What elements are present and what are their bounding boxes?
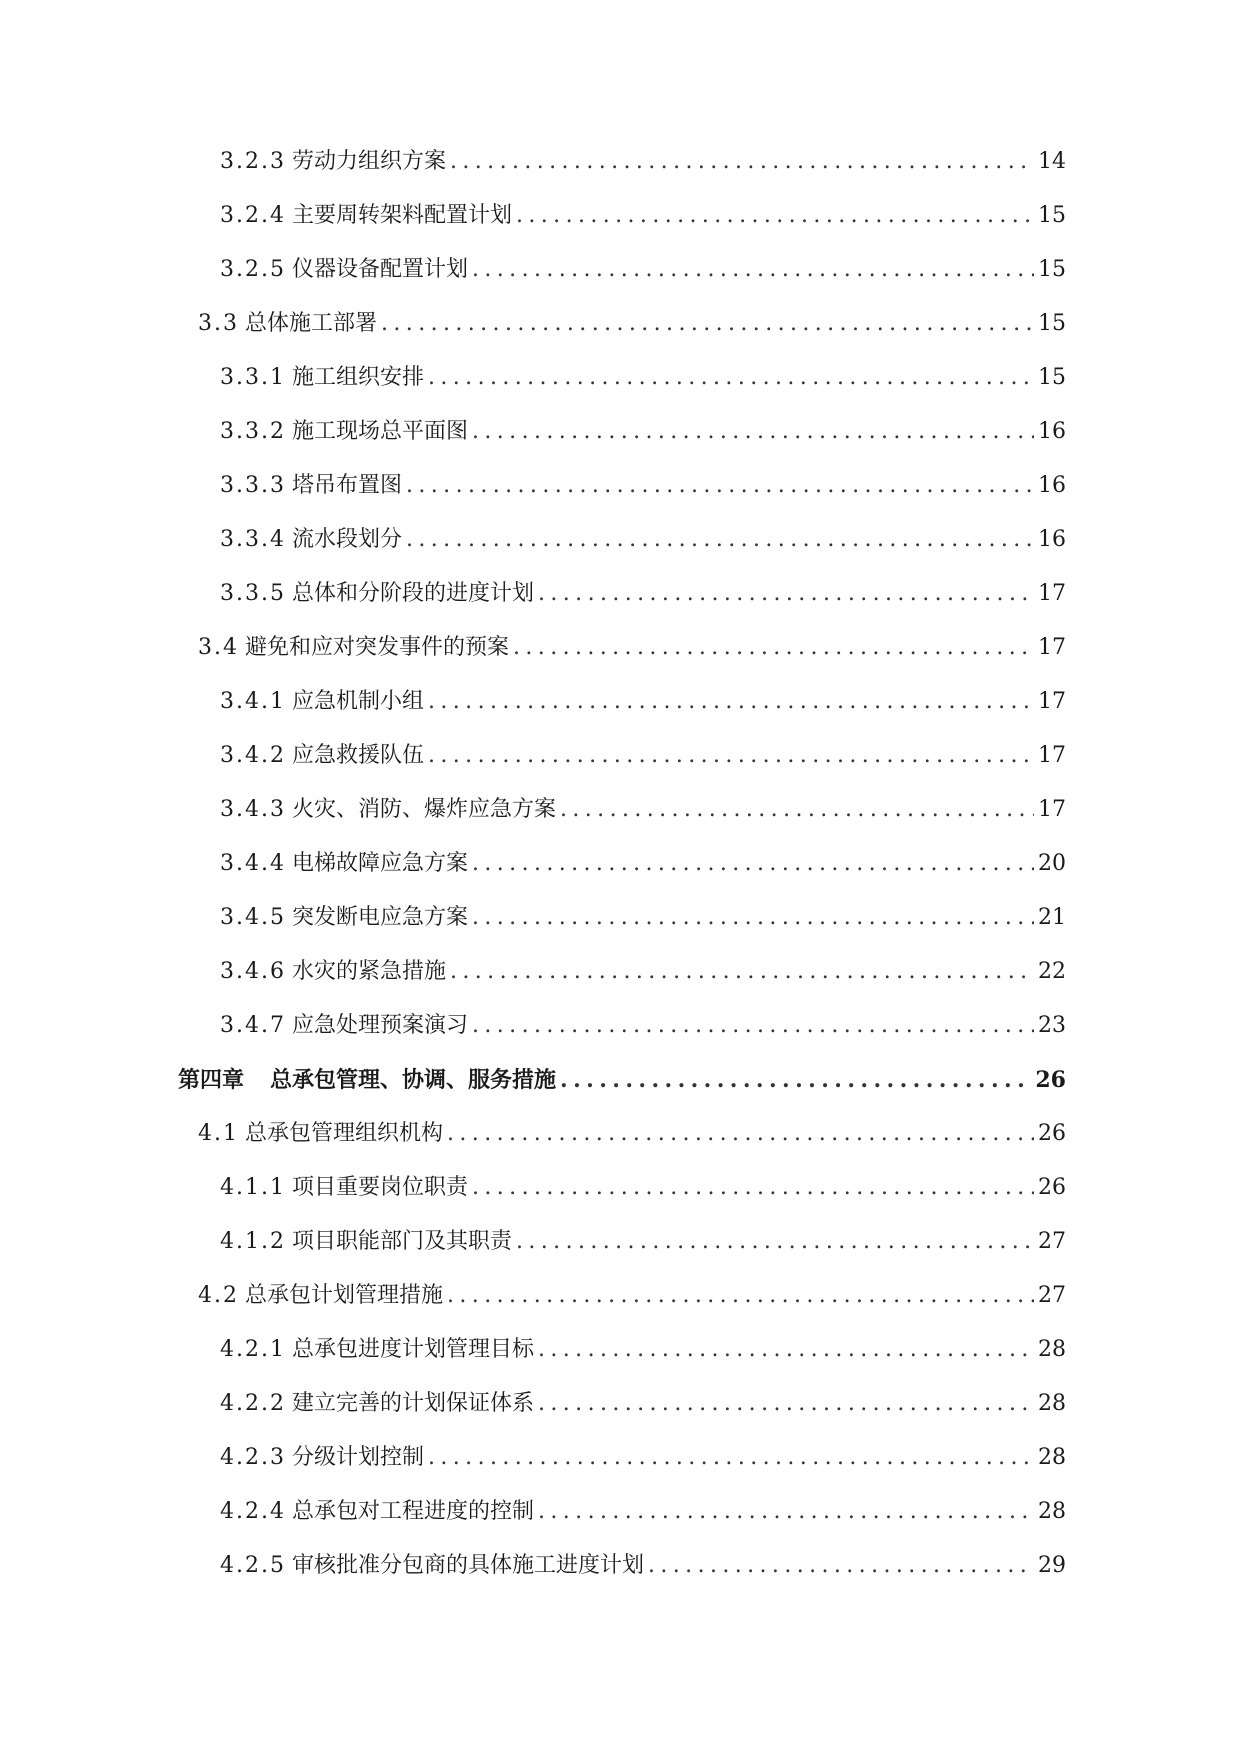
toc-entry-title: 应急救援队伍 xyxy=(291,743,424,768)
toc-entry-page: 15 xyxy=(1038,257,1066,282)
toc-entry-page: 28 xyxy=(1038,1337,1066,1362)
toc-dot-leader xyxy=(516,202,1034,230)
toc-entry-page: 14 xyxy=(1038,149,1066,174)
toc-dot-leader xyxy=(428,1444,1034,1472)
toc-entry-page: 20 xyxy=(1038,851,1066,876)
toc-entry-number: 3.3.5 xyxy=(220,581,286,606)
toc-entry-page: 15 xyxy=(1038,365,1066,390)
toc-entry-number: 3.3.3 xyxy=(220,473,286,498)
toc-entry[interactable] xyxy=(0,1444,1241,1498)
toc-dot-leader xyxy=(406,526,1034,554)
toc-dot-leader xyxy=(538,1390,1034,1418)
toc-dot-leader xyxy=(428,688,1034,716)
toc-dot-leader xyxy=(648,1552,1034,1580)
toc-entry[interactable] xyxy=(0,688,1241,742)
toc-entry[interactable] xyxy=(0,850,1241,904)
toc-entry-title: 总承包计划管理措施 xyxy=(245,1283,444,1308)
toc-entry-page: 26 xyxy=(1038,1175,1066,1200)
toc-entry-title: 分级计划控制 xyxy=(291,1445,424,1470)
toc-dot-leader xyxy=(472,418,1034,446)
toc-dot-leader xyxy=(538,1498,1034,1526)
toc-dot-leader xyxy=(450,148,1034,176)
toc-dot-leader xyxy=(406,472,1034,500)
toc-dot-leader xyxy=(428,364,1034,392)
toc-entry-page: 22 xyxy=(1038,959,1066,984)
toc-entry[interactable] xyxy=(0,1120,1241,1174)
toc-entry-page: 27 xyxy=(1038,1229,1066,1254)
toc-entry-number: 4.1.2 xyxy=(220,1229,286,1254)
toc-entry-page: 16 xyxy=(1038,527,1066,552)
toc-entry[interactable] xyxy=(0,796,1241,850)
toc-entry-number: 3.4.5 xyxy=(220,905,286,930)
toc-entry[interactable] xyxy=(0,202,1241,256)
toc-entry-title: 火灾、消防、爆炸应急方案 xyxy=(291,797,556,822)
toc-entry[interactable] xyxy=(0,526,1241,580)
toc-entry[interactable] xyxy=(0,1012,1241,1066)
toc-dot-leader xyxy=(472,1012,1034,1040)
toc-entry[interactable] xyxy=(0,1282,1241,1336)
toc-entry-title: 项目重要岗位职责 xyxy=(291,1175,468,1200)
toc-entry[interactable] xyxy=(0,1552,1241,1606)
toc-entry-page: 28 xyxy=(1038,1391,1066,1416)
toc-entry[interactable] xyxy=(0,1336,1241,1390)
toc-dot-leader xyxy=(513,634,1034,662)
toc-entry-page: 17 xyxy=(1038,743,1066,768)
toc-entry-number: 4.2 xyxy=(198,1283,239,1308)
toc-entry-number: 4.2.2 xyxy=(220,1391,286,1416)
toc-entry-page: 15 xyxy=(1038,311,1066,336)
toc-entry-number: 4.1 xyxy=(198,1121,239,1146)
toc-entry-title: 应急处理预案演习 xyxy=(291,1013,468,1038)
table-of-contents xyxy=(0,148,1241,1606)
toc-entry-page: 16 xyxy=(1038,419,1066,444)
toc-dot-leader xyxy=(472,256,1034,284)
toc-chapter-title: 总承包管理、协调、服务措施 xyxy=(270,1067,557,1093)
toc-entry-number: 3.4.4 xyxy=(220,851,286,876)
toc-entry-page: 17 xyxy=(1038,581,1066,606)
toc-entry-page: 28 xyxy=(1038,1445,1066,1470)
toc-entry-number: 4.2.1 xyxy=(220,1337,286,1362)
toc-dot-leader xyxy=(538,1336,1034,1364)
toc-entry-title: 水灾的紧急措施 xyxy=(291,959,446,984)
toc-dot-leader xyxy=(538,580,1034,608)
toc-entry-title: 避免和应对突发事件的预案 xyxy=(245,635,510,660)
toc-entry-title: 总承包进度计划管理目标 xyxy=(291,1337,534,1362)
toc-entry-title: 建立完善的计划保证体系 xyxy=(291,1391,534,1416)
toc-entry[interactable] xyxy=(0,958,1241,1012)
toc-dot-leader xyxy=(472,904,1034,932)
toc-dot-leader xyxy=(447,1120,1034,1148)
toc-dot-leader xyxy=(560,1066,1031,1094)
toc-entry-title: 总承包对工程进度的控制 xyxy=(291,1499,534,1524)
toc-entry-title: 总体施工部署 xyxy=(245,311,378,336)
toc-entry-number: 3.3.4 xyxy=(220,527,286,552)
toc-entry-number: 4.2.4 xyxy=(220,1499,286,1524)
toc-entry-number: 4.1.1 xyxy=(220,1175,286,1200)
toc-entry-title: 审核批准分包商的具体施工进度计划 xyxy=(291,1553,644,1578)
toc-entry-page: 17 xyxy=(1038,635,1066,660)
toc-entry-number: 3.4.6 xyxy=(220,959,286,984)
toc-entry-title: 总体和分阶段的进度计划 xyxy=(291,581,534,606)
toc-entry[interactable] xyxy=(0,256,1241,310)
toc-dot-leader xyxy=(428,742,1034,770)
toc-entry-title: 项目职能部门及其职责 xyxy=(291,1229,512,1254)
toc-entry[interactable] xyxy=(0,364,1241,418)
toc-entry-page: 27 xyxy=(1038,1283,1066,1308)
toc-entry-number: 3.2.4 xyxy=(220,203,286,228)
toc-dot-leader xyxy=(381,310,1034,338)
toc-entry-title: 突发断电应急方案 xyxy=(291,905,468,930)
toc-entry[interactable] xyxy=(0,1390,1241,1444)
toc-dot-leader xyxy=(447,1282,1034,1310)
toc-entry-page: 15 xyxy=(1038,203,1066,228)
toc-entry-title: 劳动力组织方案 xyxy=(291,149,446,174)
toc-entry-page: 21 xyxy=(1038,905,1066,930)
toc-entry-title: 应急机制小组 xyxy=(291,689,424,714)
toc-entry-page: 29 xyxy=(1038,1553,1066,1578)
toc-entry-title: 施工现场总平面图 xyxy=(291,419,468,444)
toc-entry[interactable] xyxy=(0,418,1241,472)
toc-entry-number: 3.2.5 xyxy=(220,257,286,282)
toc-entry-page: 17 xyxy=(1038,797,1066,822)
toc-entry-title: 电梯故障应急方案 xyxy=(291,851,468,876)
toc-entry-number: 3.4.3 xyxy=(220,797,286,822)
toc-entry[interactable] xyxy=(0,580,1241,634)
toc-entry-page: 17 xyxy=(1038,689,1066,714)
toc-entry[interactable] xyxy=(0,742,1241,796)
toc-entry[interactable] xyxy=(0,148,1241,202)
toc-entry-number: 4.2.5 xyxy=(220,1553,286,1578)
toc-entry-number: 3.4.7 xyxy=(220,1013,286,1038)
toc-entry[interactable] xyxy=(0,310,1241,364)
toc-entry-number: 3.3 xyxy=(198,311,239,336)
toc-entry-title: 施工组织安排 xyxy=(291,365,424,390)
toc-dot-leader xyxy=(472,1174,1034,1202)
toc-entry-title: 总承包管理组织机构 xyxy=(245,1121,444,1146)
toc-entry-page: 26 xyxy=(1035,1067,1066,1093)
toc-entry-number: 3.4 xyxy=(198,635,239,660)
toc-entry-title: 流水段划分 xyxy=(291,527,402,552)
toc-entry[interactable] xyxy=(0,904,1241,958)
toc-entry-number: 3.4.2 xyxy=(220,743,286,768)
toc-entry-title: 主要周转架料配置计划 xyxy=(291,203,512,228)
toc-entry-title: 仪器设备配置计划 xyxy=(291,257,468,282)
toc-dot-leader xyxy=(560,796,1034,824)
toc-entry[interactable] xyxy=(0,1174,1241,1228)
toc-entry-number: 3.3.1 xyxy=(220,365,286,390)
toc-entry-number: 3.4.1 xyxy=(220,689,286,714)
toc-entry-number: 4.2.3 xyxy=(220,1445,286,1470)
toc-entry-page: 23 xyxy=(1038,1013,1066,1038)
toc-entry-page: 26 xyxy=(1038,1121,1066,1146)
toc-dot-leader xyxy=(450,958,1034,986)
toc-entry[interactable] xyxy=(0,1498,1241,1552)
toc-entry-title: 塔吊布置图 xyxy=(291,473,402,498)
toc-chapter-number: 第四章 xyxy=(178,1067,245,1093)
toc-chapter-entry[interactable] xyxy=(0,1066,1241,1120)
toc-entry-number: 3.3.2 xyxy=(220,419,286,444)
toc-entry[interactable] xyxy=(0,472,1241,526)
toc-entry-number: 3.2.3 xyxy=(220,149,286,174)
toc-entry[interactable] xyxy=(0,1228,1241,1282)
toc-dot-leader xyxy=(516,1228,1034,1256)
toc-dot-leader xyxy=(472,850,1034,878)
toc-entry-page: 16 xyxy=(1038,473,1066,498)
toc-entry-page: 28 xyxy=(1038,1499,1066,1524)
toc-entry[interactable] xyxy=(0,634,1241,688)
